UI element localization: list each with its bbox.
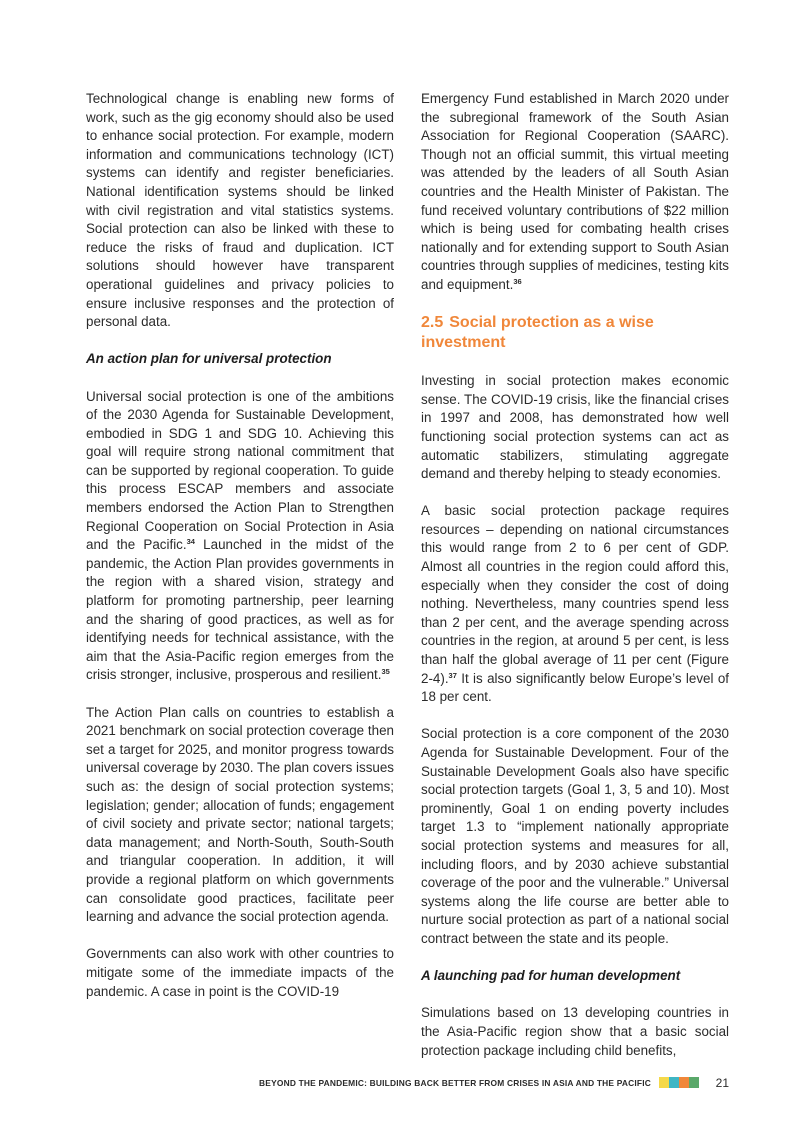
left-column — [86, 90, 394, 1020]
paragraph-text: Launched in the midst of the pandemic, the Action Plan provides governments in the region with a shared vision, strategy and platform for promoting partnership, peer learning and the sharing of good practices, as well as for identifying needs for technical assistance, with the aim that the Asia-Pacific region emerges from the crisis stronger, inclusive, prosperous and resilient. — [86, 537, 394, 683]
paragraph-simulations: Simulations based on 13 developing countries in the Asia-Pacific region show that a basic social protection package including child benefits, — [421, 1005, 729, 1058]
footer-color-bars — [659, 1077, 699, 1088]
section-title: Social protection as a wise investment — [421, 314, 654, 352]
paragraph-text: A basic social protection package requires resources – depending on national circumstances this would range from 2 to 6 per cent of GDP. Almost all countries in the region could afford this, especially when they consider the cost of doing nothing. Nevertheless, many countries spend less than 2 per cent, and the average spending across countries in the region, at around 5 per cent, is less than half the global average of 11 per cent (Figure 2-4). — [421, 503, 729, 686]
footnote-ref-37[interactable]: 37 — [448, 670, 457, 680]
paragraph-emergency-fund — [421, 90, 729, 295]
footer-bar-orange — [679, 1077, 689, 1088]
section-heading — [421, 313, 729, 353]
page-footer — [86, 1076, 729, 1090]
subheading-launching-pad: A launching pad for human development — [421, 968, 681, 984]
footer-bar-green — [689, 1077, 699, 1088]
subheading-action-plan: An action plan for universal protection — [86, 351, 332, 367]
paragraph-economic-sense: Investing in social protection makes economic sense. The COVID-19 crisis, like the financial crises in 1997 and 2008, has demonstrated how well functioning social protection systems can act as automatic stabilizers, stimulating aggregate demand and thereby helping to steady economies. — [421, 373, 729, 482]
footer-bar-yellow — [659, 1077, 669, 1088]
paragraph-governments-cooperate: Governments can also work with other countries to mitigate some of the immediate impacts of the pandemic. A case in point is the COVID-19 — [86, 946, 394, 999]
page-number: 21 — [715, 1076, 729, 1090]
section-number: 2.5 — [421, 314, 444, 332]
footnote-ref-34[interactable]: 34 — [186, 537, 195, 547]
paragraph-technological-change: Technological change is enabling new forms of work, such as the gig economy should also be used to enhance social protection. For example, modern information and communications technology (ICT) systems can identify and register beneficiaries. National identification systems should be linked with civil registration and vital statistics systems. Social protection can also be linked with these to reduce the risks of fraud and duplication. ICT solutions should however have transparent operational guidelines and privacy policies to ensure inclusive responses and the protection of personal data. — [86, 91, 394, 330]
footer-title: BEYOND THE PANDEMIC: BUILDING BACK BETTER FROM CRISES IN ASIA AND THE PACIFIC — [259, 1078, 651, 1088]
paragraph-action-plan-calls: The Action Plan calls on countries to establish a 2021 benchmark on social protection coverage then set a target for 2025, and monitor progress towards universal coverage by 2030. The plan covers issues such as: the design of social protection systems; legislation; gender; allocation of funds; engagement of civil society and private sector; national targets; data management; and North-South, South-South and triangular cooperation. In addition, it will provide a regional platform on which governments can consolidate good practices, facilitate peer learning and advance the social protection agenda. — [86, 704, 394, 925]
paragraph-universal-protection — [86, 388, 394, 686]
paragraph-core-component: Social protection is a core component of the 2030 Agenda for Sustainable Development. Four of the Sustainable Development Goals also have specific social protection targets (Goal 1, 3, 5 and 10). Most prominently, Goal 1 on ending poverty includes target 1.3 to “implement nationally appropriate social protection systems and measures for all, including floors, and by 2030 achieve substantial coverage of the poor and the vulnerable.” Universal systems along the life course are better able to nurture social protection as part of a national social contract between the state and its people. — [421, 726, 729, 946]
paragraph-text: It is also significantly below Europe’s level of 18 per cent. — [421, 670, 729, 705]
paragraph-basic-package — [421, 502, 729, 707]
right-column — [421, 90, 729, 1079]
footnote-ref-35[interactable]: 35 — [381, 667, 390, 677]
footnote-ref-36[interactable]: 36 — [513, 276, 522, 286]
footer-bar-teal — [669, 1077, 679, 1088]
paragraph-text: Universal social protection is one of the ambitions of the 2030 Agenda for Sustainable Development, embodied in SDG 1 and SDG 10. Achieving this goal will require strong national commitment that can be supported by regional cooperation. To guide this process ESCAP members and associate members endorsed the Action Plan to Strengthen Regional Cooperation on Social Protection in Asia and the Pacific. — [86, 388, 394, 553]
paragraph-text: Emergency Fund established in March 2020 under the subregional framework of the South Asian Association for Regional Cooperation (SAARC). Though not an official summit, this virtual meeting was attended by the leaders of all South Asian countries and the Health Minister of Pakistan. The fund received voluntary contributions of $22 million which is being used for combating health crises nationally and for extending support to South Asian countries through supplies of medicines, testing kits and equipment. — [421, 91, 729, 292]
